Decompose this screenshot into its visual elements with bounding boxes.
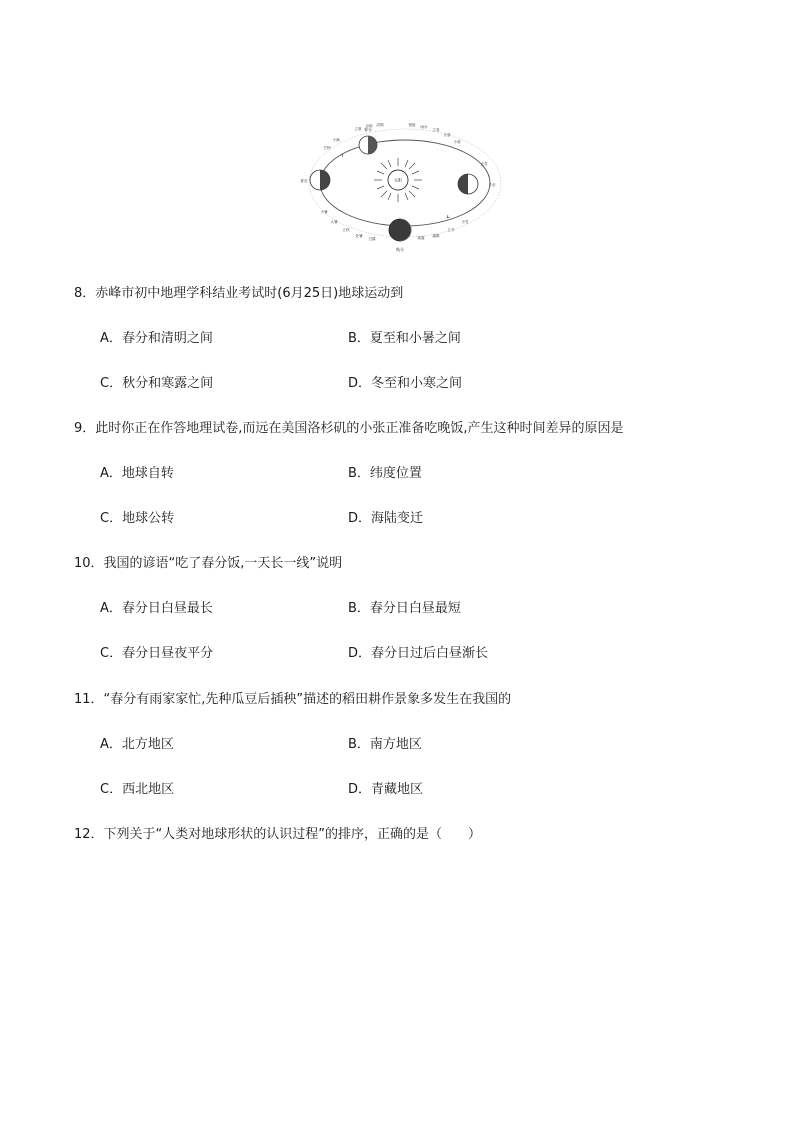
question-11-option-c: C．西北地区 xyxy=(100,782,175,797)
term-label: 立春 xyxy=(432,128,440,132)
term-label: 小暑 xyxy=(320,210,328,214)
term-label: 大寒 xyxy=(443,133,451,137)
term-label: 处暑 xyxy=(355,234,363,238)
question-11-option-b: B．南方地区 xyxy=(348,737,422,752)
question-8-option-d: D．冬至和小寒之间 xyxy=(348,376,463,391)
question-10-stem: 10．我国的谚语“吃了春分饭,一天长一线”说明 xyxy=(74,556,343,571)
question-12-stem: 12．下列关于“人类对地球形状的认识过程”的排序，正确的是（ ） xyxy=(74,827,482,842)
term-label: 惊蛰 xyxy=(408,123,416,127)
earth-spring-icon xyxy=(359,136,377,154)
term-label: 雨水 xyxy=(420,125,428,129)
term-label: 立秋 xyxy=(342,228,350,232)
term-label: 清明 xyxy=(376,123,384,127)
question-9-stem: 9．此时你正在作答地理试卷,而远在美国洛杉矶的小张正准备吃晚饭,产生这种时间差异的原因是 xyxy=(74,421,624,436)
question-8-stem: 8．赤峰市初中地理学科结业考试时(6月25日)地球运动到 xyxy=(74,286,404,301)
orbit-arrow-icon xyxy=(447,215,450,218)
term-label: 大暑 xyxy=(330,220,338,224)
question-11-option-d: D．青藏地区 xyxy=(348,782,424,797)
term-label: 小满 xyxy=(332,138,340,142)
question-8-option-a: A．春分和清明之间 xyxy=(100,331,213,346)
term-label: 霜降 xyxy=(432,234,440,238)
question-9-option-d: D．海陆变迁 xyxy=(348,511,424,526)
term-label: 春分 xyxy=(364,127,372,132)
term-label: 小寒 xyxy=(453,140,461,144)
earth-orbit-diagram xyxy=(300,113,510,258)
question-8-option-c: C．秋分和寒露之间 xyxy=(100,376,214,391)
term-label: 谷雨 xyxy=(365,124,373,128)
term-label: 夏至 xyxy=(300,179,308,183)
term-label: 芒种 xyxy=(323,146,331,150)
earth-autumn-icon xyxy=(389,219,411,241)
question-11-option-a: A．北方地区 xyxy=(100,737,174,752)
term-label: 冬至 xyxy=(488,183,496,187)
question-9-option-b: B．纬度位置 xyxy=(348,466,422,481)
question-10-option-c: C．春分日昼夜平分 xyxy=(100,646,214,661)
question-10-option-a: A．春分日白昼最长 xyxy=(100,601,213,616)
term-label: 小雪 xyxy=(461,220,469,224)
term-label: 白露 xyxy=(368,237,376,241)
question-9-option-c: C．地球公转 xyxy=(100,511,175,526)
earth-summer-icon xyxy=(310,170,330,190)
term-label: 秋分 xyxy=(396,247,404,252)
question-11-stem: 11．“春分有雨家家忙,先种瓜豆后插秧”描述的稻田耕作景象多发生在我国的 xyxy=(74,692,512,707)
question-8-option-b: B．夏至和小暑之间 xyxy=(348,331,461,346)
sun-label: 太阳 xyxy=(394,177,402,183)
question-9-option-a: A．地球自转 xyxy=(100,466,174,481)
term-label: 立冬 xyxy=(447,228,455,232)
term-label: 立夏 xyxy=(354,127,362,131)
question-10-option-d: D．春分日过后白昼渐长 xyxy=(348,646,489,661)
term-label: 寒露 xyxy=(417,236,425,240)
earth-winter-icon xyxy=(458,174,478,194)
question-10-option-b: B．春分日白昼最短 xyxy=(348,601,461,616)
term-label: 大雪 xyxy=(480,162,488,166)
